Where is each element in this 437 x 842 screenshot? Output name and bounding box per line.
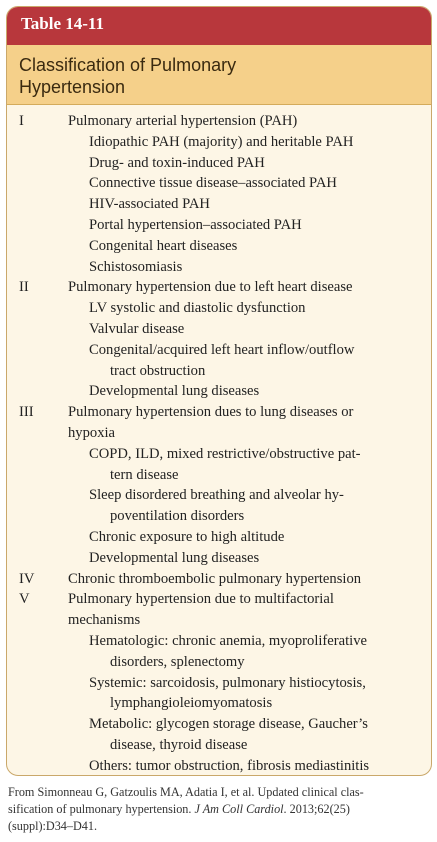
subitem-text: poventilation disorders: [110, 508, 245, 525]
subitem-text: Congenital heart diseases: [89, 237, 238, 254]
group-title: mechanisms: [68, 612, 141, 629]
subitem-text: tern disease: [110, 466, 179, 483]
category-row: [7, 569, 431, 590]
subitem-text: Schistosomiasis: [89, 258, 183, 275]
group-title: hypoxia: [68, 424, 116, 441]
category-row: [7, 111, 431, 132]
subitem-text: Hematologic: chronic anemia, myoproliferative: [89, 632, 367, 649]
subitem-text: Portal hypertension–associated PAH: [89, 216, 302, 233]
category-row: [7, 589, 431, 610]
subitem-text: COPD, ILD, mixed restrictive/obstructive pat-: [89, 445, 361, 462]
subitem-row: [7, 153, 431, 174]
title-line: Hypertension: [19, 77, 126, 97]
subitem-row: [7, 465, 431, 486]
subitem-text: Congenital/acquired left heart inflow/outflow: [89, 341, 355, 358]
subitem-row: [7, 361, 431, 382]
subitem-text: tract obstruction: [110, 362, 206, 379]
subitem-text: Idiopathic PAH (majority) and heritable PAH: [89, 133, 354, 150]
subitem-row: [7, 298, 431, 319]
subitem-text: Developmental lung diseases: [89, 549, 260, 566]
subitem-row: [7, 714, 431, 735]
subitem-text: Valvular disease: [89, 320, 185, 337]
category-row: [7, 277, 431, 298]
subitem-text: Others: tumor obstruction, fibrosis mediastinitis: [89, 757, 370, 774]
journal-name: J Am Coll Cardiol: [194, 802, 284, 816]
table-header: [7, 7, 431, 45]
subitem-row: [7, 673, 431, 694]
category-row: [7, 402, 431, 423]
subitem-row: [7, 756, 431, 776]
group-numeral: IV: [19, 570, 35, 587]
subitem-text: LV systolic and diastolic dysfunction: [89, 300, 306, 317]
group-numeral: II: [19, 279, 29, 296]
group-title: Pulmonary arterial hypertension (PAH): [68, 113, 298, 129]
subitem-row: [7, 381, 431, 402]
subitem-text: lymphangioleiomyomatosis: [110, 695, 273, 712]
subitem-row: [7, 194, 431, 215]
subitem-text: Sleep disordered breathing and alveolar hy-: [89, 487, 344, 504]
subitem-text: HIV-associated PAH: [89, 196, 210, 213]
subitem-row: [7, 173, 431, 194]
category-row: [7, 423, 431, 444]
subitem-row: [7, 693, 431, 714]
subitem-row: [7, 444, 431, 465]
table-card: [6, 6, 432, 776]
subitem-row: [7, 548, 431, 569]
subitem-text: Developmental lung diseases: [89, 383, 260, 400]
subitem-text: Systemic: sarcoidosis, pulmonary histiocytosis,: [89, 674, 366, 691]
table-title: [7, 45, 431, 105]
subitem-row: [7, 340, 431, 361]
subitem-row: [7, 257, 431, 278]
subitem-row: [7, 132, 431, 153]
citation-line: (suppl):D34–D41.: [8, 819, 98, 833]
group-numeral: I: [19, 113, 24, 129]
citation-text: sification of pulmonary hypertension.: [8, 802, 195, 816]
citation-line: From Simonneau G, Gatzoulis MA, Adatia I, et al. Updated clinical clas-: [8, 785, 364, 799]
category-row: [7, 610, 431, 631]
subitem-row: [7, 236, 431, 257]
subitem-row: [7, 319, 431, 340]
subitem-row: [7, 506, 431, 527]
group-title: Pulmonary hypertension due to left heart disease: [68, 279, 353, 296]
table-label: Table 14-11: [21, 14, 104, 33]
subitem-text: Connective tissue disease–associated PAH: [89, 175, 337, 192]
citation-text: . 2013;62(25): [283, 802, 350, 816]
group-numeral: V: [19, 591, 30, 608]
group-title: Pulmonary hypertension dues to lung diseases or: [68, 404, 354, 421]
group-title: Chronic thromboembolic pulmonary hypertension: [68, 570, 362, 587]
subitem-row: [7, 735, 431, 756]
group-numeral: III: [19, 404, 34, 421]
classification-list: [7, 105, 431, 776]
subitem-text: Drug- and toxin-induced PAH: [89, 154, 265, 171]
subitem-text: disease, thyroid disease: [110, 736, 248, 753]
subitem-row: [7, 215, 431, 236]
subitem-text: Metabolic: glycogen storage disease, Gaucher’s: [89, 716, 368, 733]
subitem-text: Chronic exposure to high altitude: [89, 528, 285, 545]
subitem-text: disorders, splenectomy: [110, 653, 245, 670]
subitem-row: [7, 652, 431, 673]
subitem-row: [7, 631, 431, 652]
subitem-row: [7, 527, 431, 548]
group-title: Pulmonary hypertension due to multifactorial: [68, 591, 334, 608]
title-line: Classification of Pulmonary: [19, 55, 237, 75]
subitem-row: [7, 485, 431, 506]
source-citation: [8, 784, 432, 835]
citation-line: [8, 801, 432, 818]
